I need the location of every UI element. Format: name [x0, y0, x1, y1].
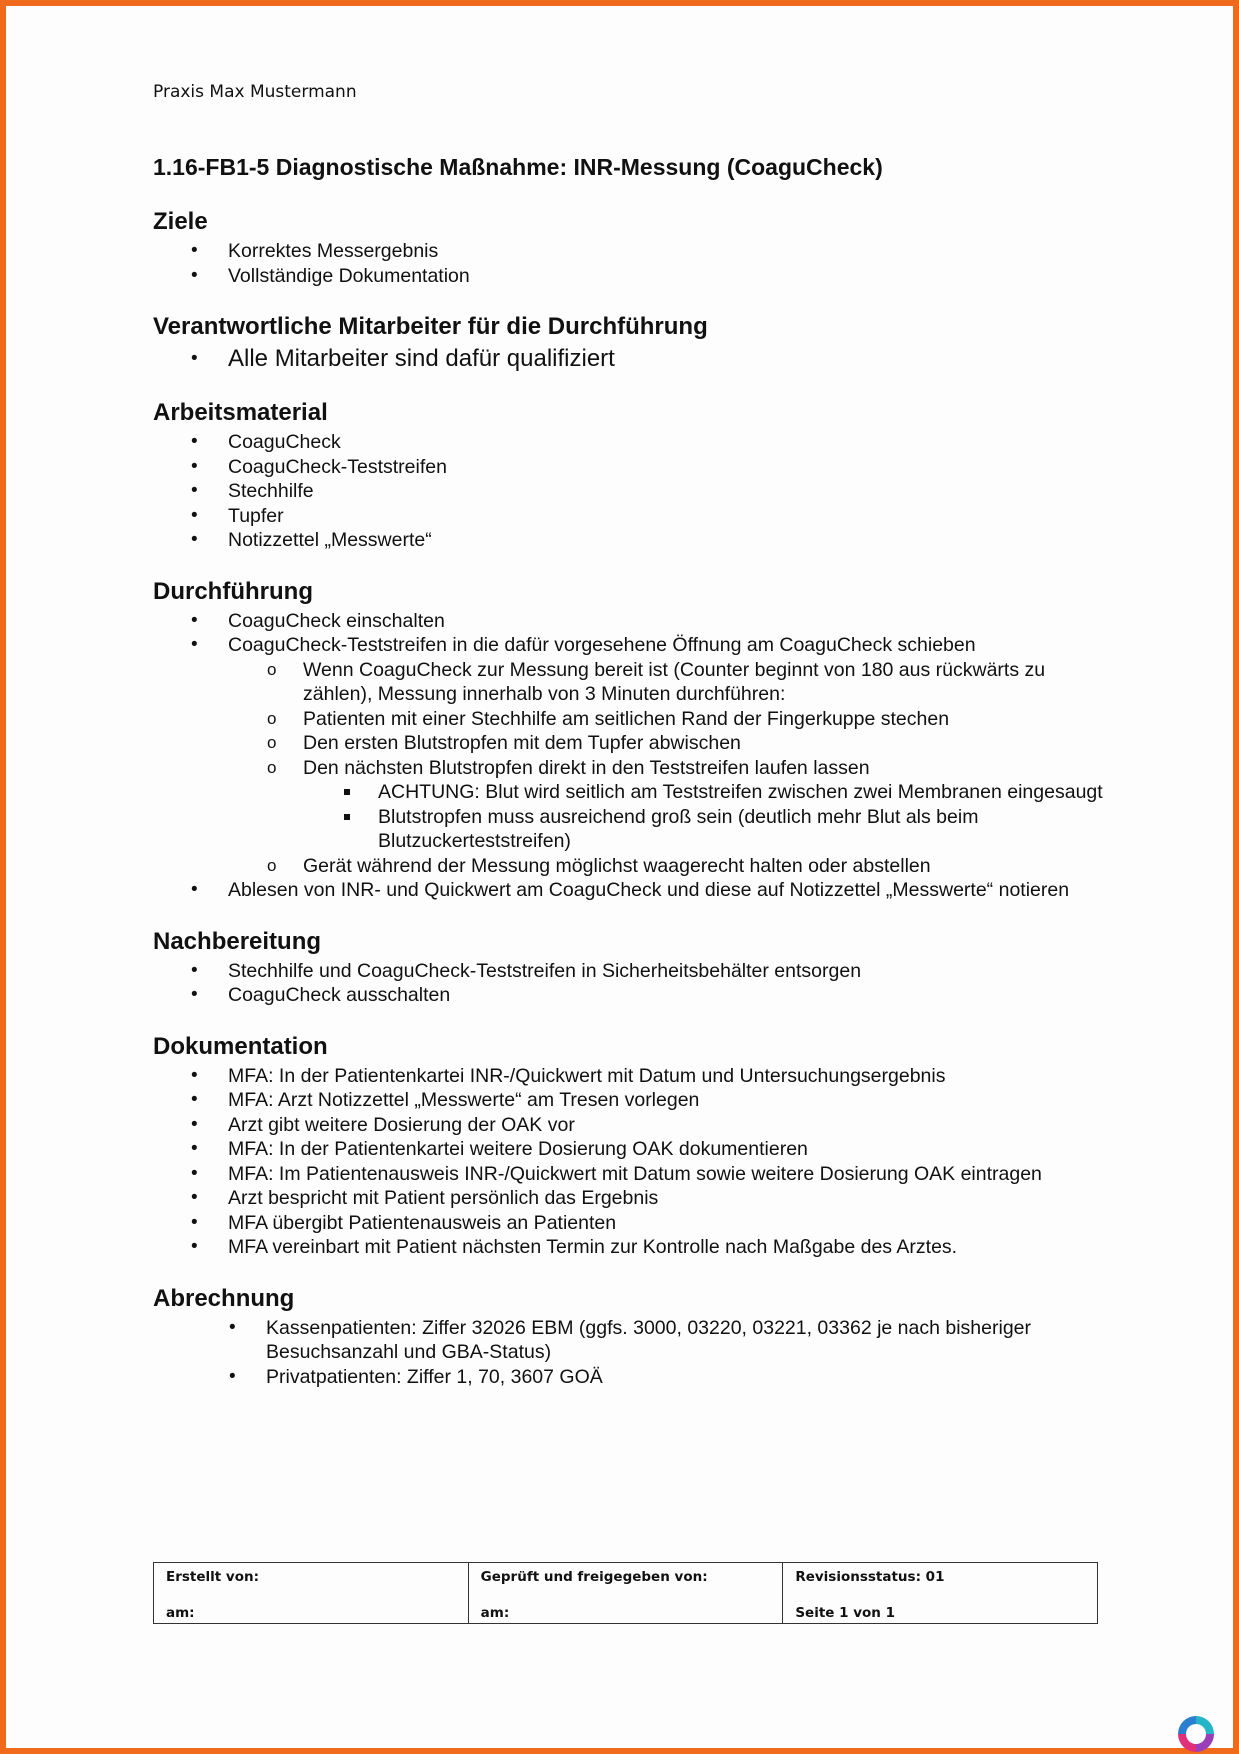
list-item: • Kassenpatienten: Ziffer 32026 EBM (ggfs. 3000, 03220, 03221, 03362 je nach bisheriger Besuchsanzahl und GBA-Status): [153, 1316, 1103, 1365]
section-ziele: [153, 206, 1103, 288]
created-date-label: am:: [166, 1605, 195, 1621]
list-item: • Ablesen von INR- und Quickwert am CoaguCheck und diese auf Notizzettel „Messwerte“ notieren: [153, 878, 1103, 903]
sub-list-item: o Patienten mit einer Stechhilfe am seitlichen Rand der Fingerkuppe stechen: [153, 707, 1103, 732]
page-number: Seite 1 von 1: [795, 1605, 896, 1621]
approved-by-label: Geprüft und freigegeben von:: [480, 1569, 708, 1585]
sub-list-item: o Gerät während der Messung möglichst waagerecht halten oder abstellen: [153, 854, 1103, 879]
sub-list-item: o Wenn CoaguCheck zur Messung bereit ist (Counter beginnt von 180 aus rückwärts zu zählen), Messung innerhalb von 3 Minuten durchführen:: [153, 658, 1103, 707]
list-durchfuehrung: [153, 609, 1103, 903]
section-arbeitsmaterial: [153, 397, 1103, 553]
list-item: • CoaguCheck-Teststreifen: [153, 455, 1103, 480]
sub-sub-list-item: Blutstropfen muss ausreichend groß sein (deutlich mehr Blut als beim Blutzuckerteststreifen): [153, 805, 1103, 854]
list-item: • Alle Mitarbeiter sind dafür qualifiziert: [153, 344, 1103, 374]
section-dokumentation: [153, 1031, 1103, 1260]
revision-status: Revisionsstatus: 01: [795, 1569, 945, 1585]
heading-verantwortliche: Verantwortliche Mitarbeiter für die Durchführung: [153, 313, 708, 340]
list-item: • Tupfer: [153, 504, 1103, 529]
list-abrechnung: [153, 1316, 1103, 1390]
section-verantwortliche: [153, 311, 1103, 374]
heading-nachbereitung: Nachbereitung: [153, 927, 322, 955]
sub-sub-list-item: ACHTUNG: Blut wird seitlich am Teststreifen zwischen zwei Membranen eingesaugt: [153, 780, 1103, 805]
sub-list-item: o Den nächsten Blutstropfen direkt in den Teststreifen laufen lassen: [153, 756, 1103, 781]
section-abrechnung: [153, 1283, 1103, 1390]
list-item: • Arzt bespricht mit Patient persönlich das Ergebnis: [153, 1186, 1103, 1211]
list-item: • MFA: In der Patientenkartei weitere Dosierung OAK dokumentieren: [153, 1137, 1103, 1162]
list-item: • MFA: Im Patientenausweis INR-/Quickwert mit Datum sowie weitere Dosierung OAK eintragen: [153, 1162, 1103, 1187]
heading-dokumentation: Dokumentation: [153, 1032, 328, 1060]
list-item: • Arzt gibt weitere Dosierung der OAK vor: [153, 1113, 1103, 1138]
list-arbeitsmaterial: [153, 430, 1103, 553]
created-by-cell: [154, 1563, 469, 1624]
list-item: • MFA vereinbart mit Patient nächsten Termin zur Kontrolle nach Maßgabe des Arztes.: [153, 1235, 1103, 1260]
list-item: • Stechhilfe: [153, 479, 1103, 504]
document-body: [153, 206, 1103, 1412]
list-item: • Korrektes Messergebnis: [153, 239, 1103, 264]
list-item: • Vollständige Dokumentation: [153, 264, 1103, 289]
section-durchfuehrung: [153, 576, 1103, 903]
revision-cell: [783, 1563, 1098, 1624]
approved-by-cell: [468, 1563, 783, 1624]
table-row: [154, 1563, 1098, 1624]
list-nachbereitung: [153, 959, 1103, 1008]
list-item: • CoaguCheck: [153, 430, 1103, 455]
heading-durchfuehrung: Durchführung: [153, 577, 313, 605]
list-dokumentation: [153, 1064, 1103, 1260]
sync-logo-icon: [1174, 1712, 1218, 1756]
list-verantwortliche: [153, 344, 1103, 374]
sub-list-item: o Den ersten Blutstropfen mit dem Tupfer abwischen: [153, 731, 1103, 756]
list-item: • MFA: Arzt Notizzettel „Messwerte“ am Tresen vorlegen: [153, 1088, 1103, 1113]
approval-table: [153, 1562, 1098, 1624]
created-by-label: Erstellt von:: [166, 1569, 260, 1585]
list-item: • Notizzettel „Messwerte“: [153, 528, 1103, 553]
list-item: • MFA übergibt Patientenausweis an Patienten: [153, 1211, 1103, 1236]
heading-arbeitsmaterial: Arbeitsmaterial: [153, 399, 328, 426]
practice-name: Praxis Max Mustermann: [153, 82, 357, 102]
approved-date-label: am:: [480, 1605, 510, 1621]
list-item: • MFA: In der Patientenkartei INR-/Quickwert mit Datum und Untersuchungsergebnis: [153, 1064, 1103, 1089]
list-item: • CoaguCheck einschalten: [153, 609, 1103, 634]
heading-abrechnung: Abrechnung: [153, 1284, 295, 1312]
list-item: • Stechhilfe und CoaguCheck-Teststreifen in Sicherheitsbehälter entsorgen: [153, 959, 1103, 984]
list-item: • CoaguCheck-Teststreifen in die dafür vorgesehene Öffnung am CoaguCheck schieben: [153, 633, 1103, 658]
heading-ziele: Ziele: [153, 208, 208, 235]
list-item: • CoaguCheck ausschalten: [153, 983, 1103, 1008]
section-nachbereitung: [153, 926, 1103, 1008]
list-ziele: [153, 239, 1103, 288]
list-item: • Privatpatienten: Ziffer 1, 70, 3607 GOÄ: [153, 1365, 1103, 1390]
document-title: 1.16-FB1-5 Diagnostische Maßnahme: INR-Messung (CoaguCheck): [153, 154, 883, 180]
sync-logo-svg: [1174, 1712, 1218, 1756]
